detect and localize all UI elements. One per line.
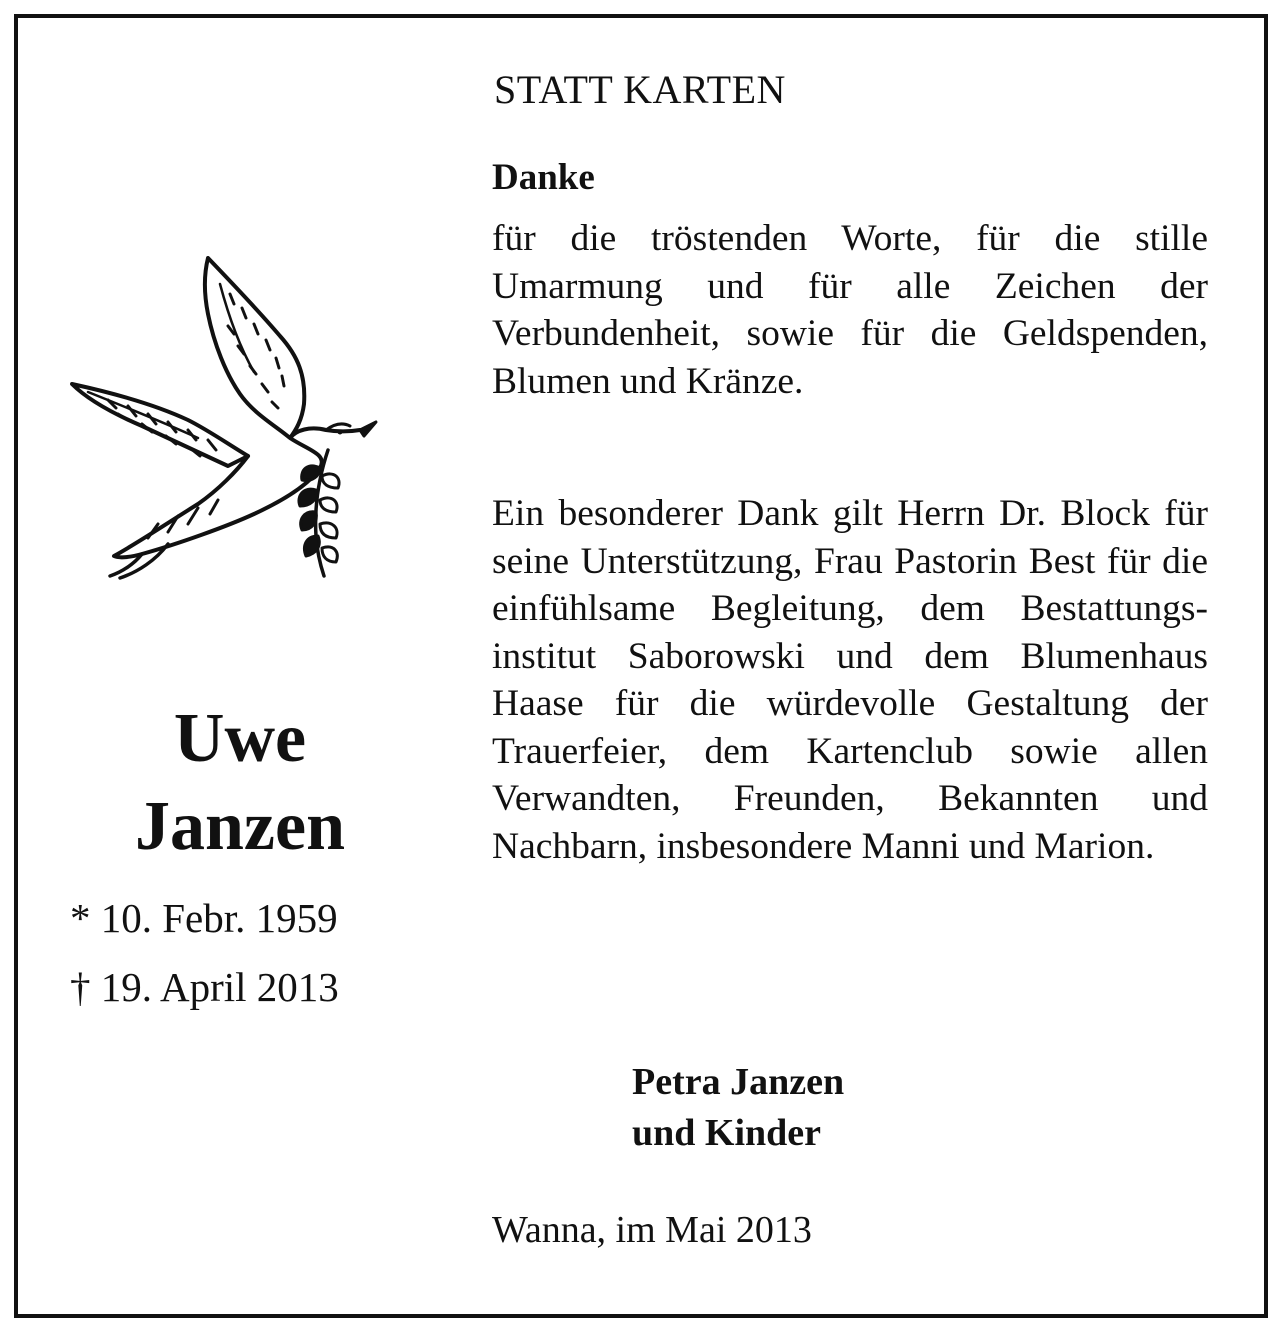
dove-with-olive-branch-icon <box>58 254 380 580</box>
thanks-paragraph-1: für die tröstenden Worte, für die stille Umarmung und für alle Zeichen der Verbundenheit, sowie für die Geldspenden, Blumen und Kränze. <box>492 218 1208 402</box>
place-and-date: Wanna, im Mai 2013 <box>492 1209 812 1251</box>
signature-family: und Kinder <box>632 1112 822 1154</box>
thanks-heading: Danke <box>492 157 595 198</box>
thanks-paragraph-2: Ein besonderer Dank gilt Herrn Dr. Block für seine Unterstützung, Frau Pastorin Best für die einfühlsame Begleitung, dem Bestattungsinstitut Saborowski und dem Blumenhaus Haase für die würdevolle Gestaltung der Trauerfeier, dem Kartenclub sowie allen Verwandten, Freunden, Bekannten und Nachbarn, insbesondere Manni und Marion. <box>492 493 1208 867</box>
deceased-first-name: Uwe <box>173 700 307 777</box>
header-statt-karten: STATT KARTEN <box>494 67 786 112</box>
birth-date: * 10. Febr. 1959 <box>70 895 338 941</box>
death-date: † 19. April 2013 <box>70 964 339 1010</box>
deceased-last-name: Janzen <box>135 788 345 865</box>
signature-name: Petra Janzen <box>632 1061 845 1103</box>
